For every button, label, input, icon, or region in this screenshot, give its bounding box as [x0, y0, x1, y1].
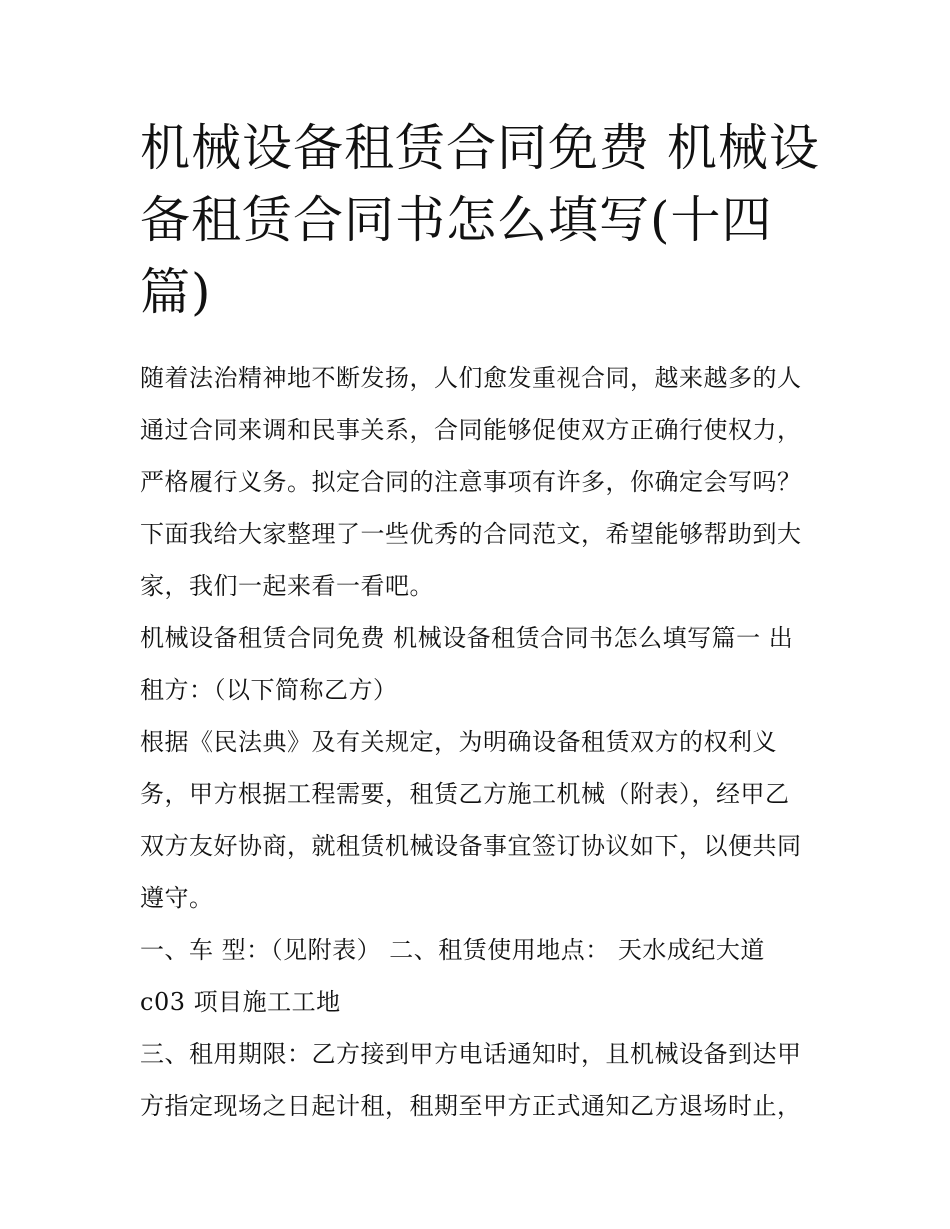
document-body [140, 352, 830, 1132]
intro-line-4: 下面我给大家整理了一些优秀的合同范文，希望能够帮助到大 [140, 520, 802, 548]
section-heading-line-1: 机械设备租赁合同免费 机械设备租赁合同书怎么填写篇一 出 [140, 624, 794, 652]
title-line-2: 备租赁合同书怎么填写(十四 [140, 191, 773, 249]
intro-line-3: 严格履行义务。拟定合同的注意事项有许多，你确定会写吗？ [140, 468, 802, 496]
intro-line-1: 随着法治精神地不断发扬，人们愈发重视合同，越来越多的人 [140, 364, 802, 392]
preamble-line-4: 遵守。 [140, 884, 214, 912]
intro-line-2: 通过合同来调和民事关系，合同能够促使双方正确行使权力， [140, 416, 802, 444]
preamble-line-1: 根据《民法典》及有关规定，为明确设备租赁双方的权利义 [140, 728, 777, 756]
preamble-line-2: 务，甲方根据工程需要，租赁乙方施工机械（附表），经甲乙 [140, 780, 790, 808]
title-line-3: 篇) [140, 263, 212, 321]
title-line-1: 机械设备租赁合同免费 机械设 [140, 119, 820, 177]
preamble-line-3: 双方友好协商，就租赁机械设备事宜签订协议如下，以便共同 [140, 832, 802, 860]
clause-3-line-1: 三、租用期限：乙方接到甲方电话通知时，且机械设备到达甲 [140, 1040, 802, 1068]
clause-1-2-line-2: c03 项目施工工地 [140, 988, 341, 1016]
intro-line-5: 家，我们一起来看一看吧。 [140, 572, 434, 600]
clause-1-2-line-1: 一、车 型：（见附表） 二、租赁使用地点： 天水成纪大道 [140, 936, 765, 964]
section-heading-line-2: 租方：（以下简称乙方） [140, 676, 398, 704]
clause-3-line-2: 方指定现场之日起计租，租期至甲方正式通知乙方退场时止， [140, 1092, 802, 1120]
page-title [140, 112, 820, 328]
